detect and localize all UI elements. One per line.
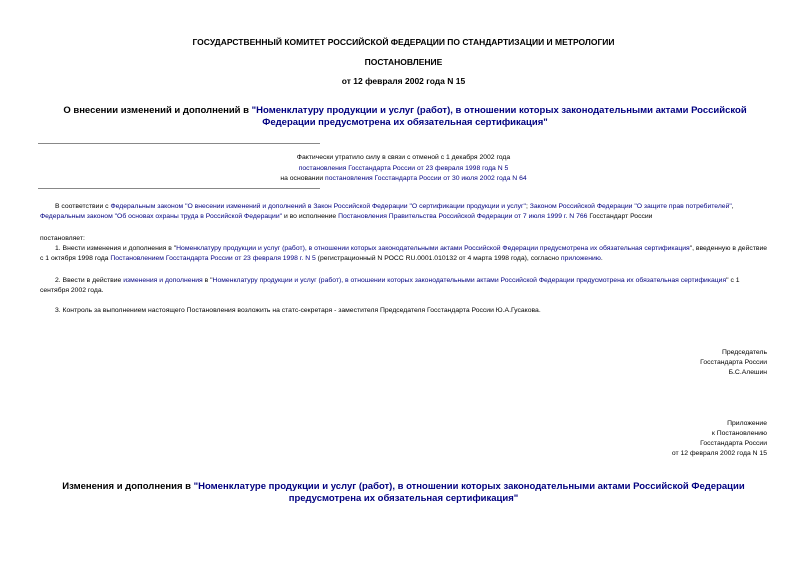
preamble-text-1: В соответствии с — [55, 203, 111, 210]
status-note-line3 — [0, 174, 807, 184]
appendix-line-3: Госстандарта России — [700, 440, 767, 447]
preamble-text-5: Госстандарт России — [587, 213, 653, 220]
status-note-line3-prefix: на основании — [280, 175, 326, 182]
item2-text-3: " с 1 сентября 2002 года. — [40, 277, 740, 294]
preamble-text-3: , — [731, 203, 734, 210]
item1-text-2: ", введенную в действие с 1 октября 1998 года — [40, 245, 768, 262]
item2-text-1: 2. Ввести в действие — [55, 277, 124, 284]
item1-link-nomenclature[interactable]: Номенклатуру продукции и услуг (работ), в отношении которых законодательными актами Российской Федерации предусмотрена их обязательная сертификация — [176, 245, 690, 252]
appendix-title-link[interactable]: "Номенклатуре продукции и услуг (работ), в отношении которых законодательными актами Российской Федерации предусмотрена их обязательная сертификация" — [193, 481, 745, 504]
appendix-title-prefix: Изменения и дополнения в — [62, 481, 194, 492]
status-link-postanovlenie-5[interactable]: постановления Госстандарта России от 23 февраля 1998 года N 5 — [298, 165, 509, 172]
item-1-paragraph — [40, 244, 770, 264]
link-government-decree-766[interactable]: Постановления Правительства Российской Федерации от 7 июля 1999 г. N 766 — [338, 213, 588, 220]
item-3-paragraph: 3. Контроль за выполнением настоящего Постановления возложить на статс-секретаря - заместителя Председателя Госстандарта России Ю.А.Гусакова. — [55, 307, 541, 314]
title-link-nomenclature[interactable]: "Номенклатуру продукции и услуг (работ), в отношении которых законодательными актами Российской Федерации предусмотрена их обязательная сертификация" — [251, 105, 747, 128]
doc-type-heading: ПОСТАНОВЛЕНИЕ — [364, 57, 443, 67]
appendix-reference — [672, 419, 767, 459]
signature-org: Госстандарта России — [700, 359, 767, 366]
item1-link-appendix[interactable]: приложению — [560, 255, 601, 262]
signature-position: Председатель — [722, 349, 767, 356]
link-consumer-rights-law[interactable]: Законом Российской Федерации "О защите прав потребителей" — [529, 203, 732, 210]
status-note-line1: Фактически утратило силу в связи с отменой с 1 декабря 2002 года — [296, 154, 511, 161]
signature-block — [700, 348, 767, 378]
committee-heading: ГОСУДАРСТВЕННЫЙ КОМИТЕТ РОССИЙСКОЙ ФЕДЕРАЦИИ ПО СТАНДАРТИЗАЦИИ И МЕТРОЛОГИИ — [192, 37, 615, 47]
preamble-text-4: и во исполнение — [282, 213, 339, 220]
item1-text-4: . — [600, 255, 603, 262]
signature-name: Б.С.Алешин — [728, 369, 767, 376]
document-title — [60, 105, 750, 129]
divider-top — [38, 143, 320, 144]
divider-bottom — [38, 188, 320, 189]
appendix-line-2: к Постановлению — [711, 430, 767, 437]
status-link-postanovlenie-64[interactable]: постановления Госстандарта России от 30 июля 2002 года N 64 — [325, 175, 527, 182]
title-prefix: О внесении изменений и дополнений в — [63, 105, 252, 116]
status-note-line2 — [0, 164, 807, 174]
preamble-text-2: ; — [525, 203, 530, 210]
item-2-paragraph — [40, 276, 770, 296]
item1-text-3: (регистрационный N РОСС RU.0001.010132 от 4 марта 1998 года), согласно — [315, 255, 561, 262]
item1-text-1: 1. Внести изменения и дополнения в " — [55, 245, 177, 252]
link-labor-safety-law[interactable]: Федеральным законом "Об основах охраны труда в Российской Федерации" — [40, 213, 283, 220]
date-number-heading: от 12 февраля 2002 года N 15 — [341, 76, 466, 86]
item1-link-postanovlenie-5[interactable]: Постановлением Госстандарта России от 23 февраля 1998 г. N 5 — [110, 255, 316, 262]
decides-label: постановляет: — [40, 235, 85, 242]
appendix-line-4: от 12 февраля 2002 года N 15 — [671, 450, 767, 457]
item2-link-changes[interactable]: изменения и дополнения — [123, 277, 203, 284]
preamble-paragraph — [40, 202, 770, 222]
link-federal-law-certification[interactable]: Федеральным законом "О внесении изменений и дополнений в Закон Российской Федерации "О сертификации продукции и услуг" — [110, 203, 526, 210]
appendix-line-1: Приложение — [727, 420, 767, 427]
item2-link-nomenclature[interactable]: Номенклатуру продукции и услуг (работ), в отношении которых законодательными актами Российской Федерации предусмотрена их обязательная сертификация — [212, 277, 727, 284]
appendix-title — [40, 481, 767, 505]
item2-text-2: в " — [202, 277, 213, 284]
